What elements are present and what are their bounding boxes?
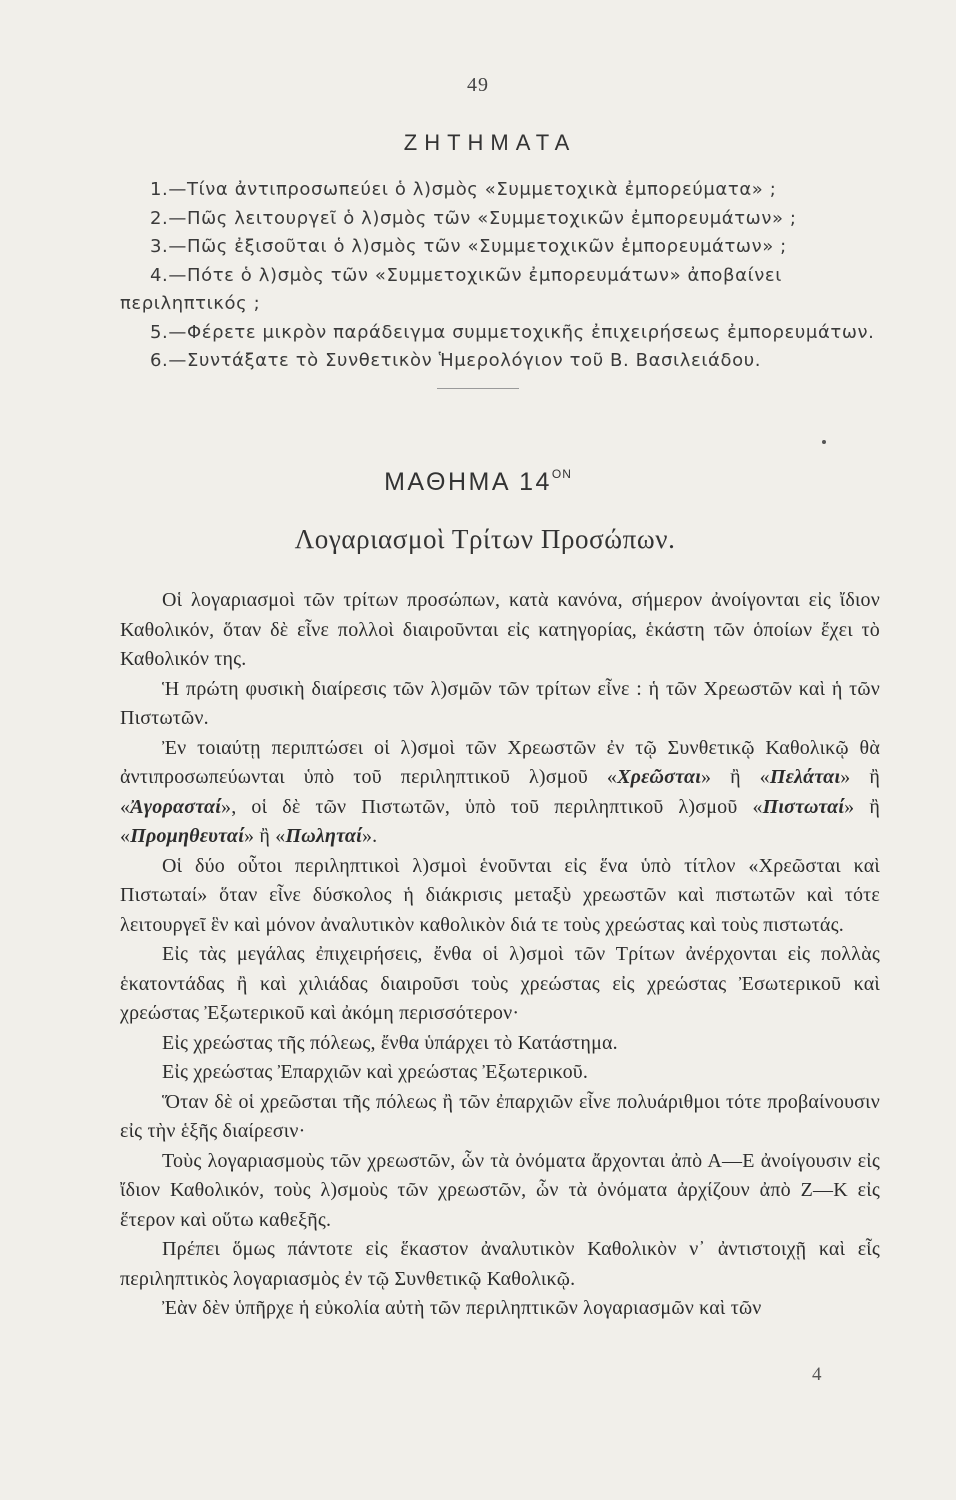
paragraph-9: Τοὺς λογαριασμοὺς τῶν χρεωστῶν, ὧν τὰ ὀνόματα ἄρχονται ἀπὸ Α—Ε ἀνοίγουσιν εἰς ἴδιον Καθολικόν, τοὺς λ)σμοὺς τῶν χρεωστῶν, ὧν τὰ ὀνόματα ἀρχίζουν ἀπὸ Ζ—Κ εἰς ἕτερον καὶ οὕτω καθεξῆς. xyxy=(120,1149,880,1231)
paragraph-6: Εἰς χρεώστας τῆς πόλεως, ἔνθα ὑπάρχει τὸ Κατάστημα. xyxy=(162,1031,618,1054)
question-3: 3.—Πῶς ἐξισοῦται ὁ λ)σμὸς τῶν «Συμμετοχικῶν ἐμπορευμάτων» ; xyxy=(150,236,787,257)
ink-speck xyxy=(822,440,826,444)
paragraph-2: Ἡ πρώτη φυσικὴ διαίρεσις τῶν λ)σμῶν τῶν τρίτων εἶνε : ἡ τῶν Χρεωστῶν καὶ ἡ τῶν Πιστωτῶν. xyxy=(120,677,880,729)
question-2: 2.—Πῶς λειτουργεῖ ὁ λ)σμὸς τῶν «Συμμετοχικῶν ἐμπορευμάτων» ; xyxy=(150,207,797,229)
lesson-title-superscript: ΟΝ xyxy=(551,467,572,481)
text-run: », οἱ δὲ τῶν Πιστωτῶν, ὑπὸ τοῦ περιληπτικοῦ λ)σμοῦ « xyxy=(221,795,763,818)
question-5: 5.—Φέρετε μικρὸν παράδειγμα συμμετοχικῆς ἐπιχειρήσεως ἐμπορευμάτων. xyxy=(150,321,875,343)
questions-list xyxy=(120,176,880,376)
question-1: 1.—Τίνα ἀντιπροσωπεύει ὁ λ)σμὸς «Συμμετοχικὰ ἐμπορεύματα» ; xyxy=(150,179,777,200)
term-sellers: Πωληταί xyxy=(285,825,362,847)
term-debtors: Χρεῶσται xyxy=(617,766,701,788)
term-suppliers: Προμηθευταί xyxy=(130,825,244,847)
term-creditors: Πιστωταί xyxy=(762,795,845,818)
term-customers: Πελάται xyxy=(769,766,841,788)
lesson-body xyxy=(120,586,880,1324)
text-run: ». xyxy=(361,825,378,847)
paragraph-10: Πρέπει ὅμως πάντοτε εἰς ἕκαστον ἀναλυτικὸν Καθολικὸν ν᾿ ἀντιστοιχῇ καὶ εἷς περιληπτικὸς λογαριασμὸς ἐν τῷ Συνθετικῷ Καθολικῷ. xyxy=(120,1238,880,1290)
questions-heading: ΖΗΤΗΜΑΤΑ xyxy=(403,130,577,155)
paragraph-3 xyxy=(120,734,880,852)
lesson-subtitle: Λογαριασμοὶ Τρίτων Προσώπων. xyxy=(294,524,676,554)
text-run: » ἢ « xyxy=(700,766,770,788)
text-run: » ἢ « xyxy=(120,795,881,847)
page-number-bottom: 4 xyxy=(812,1364,822,1385)
text-run: Ἐν τοιαύτῃ περιπτώσει οἱ λ)σμοὶ τῶν Χρεωστῶν ἐν τῷ Συνθετικῷ Καθολικῷ θὰ ἀντιπροσωπεύωνται ὑπὸ τοῦ περιληπτικοῦ λ)σμοῦ « xyxy=(120,736,880,788)
text-run: » ἢ « xyxy=(120,766,880,818)
lesson-title xyxy=(0,467,956,497)
paragraph-1: Οἱ λογαριασμοὶ τῶν τρίτων προσώπων, κατὰ κανόνα, σήμερον ἀνοίγονται εἰς ἴδιον Καθολικόν, ὅταν δὲ εἶνε πολλοὶ διαιροῦνται εἰς κατηγορίας, ἑκάστη τῶν ὁποίων ἔχει τὸ Καθολικόν της. xyxy=(120,589,880,670)
paragraph-5: Εἰς τὰς μεγάλας ἐπιχειρήσεις, ἔνθα οἱ λ)σμοὶ τῶν Τρίτων ἀνέρχονται εἰς πολλὰς ἑκατοντάδας ἢ καὶ χιλιάδας διαιροῦσι τοὺς χρεώστας εἰς χρεώστας Ἐσωτερικοῦ καὶ χρεώστας Ἐξωτερικοῦ καὶ ἀκόμη περισσότερον· xyxy=(120,943,880,1024)
paragraph-11: Ἐὰν δὲν ὑπῆρχε ἡ εὐκολία αὐτὴ τῶν περιληπτικῶν λογαριασμῶν καὶ τῶν xyxy=(162,1297,762,1319)
section-separator xyxy=(437,388,519,389)
paragraph-7: Εἰς χρεώστας Ἐπαρχιῶν καὶ χρεώστας Ἐξωτερικοῦ. xyxy=(162,1061,589,1083)
question-4: 4.—Πότε ὁ λ)σμὸς τῶν «Συμμετοχικῶν ἐμπορευμάτων» ἀποβαίνει περιληπτικός ; xyxy=(120,264,782,314)
question-6: 6.—Συντάξατε τὸ Συνθετικὸν Ἡμερολόγιον τοῦ Β. Βασιλειάδου. xyxy=(150,350,762,371)
paragraph-8: Ὅταν δὲ οἱ χρεῶσται τῆς πόλεως ἢ τῶν ἐπαρχιῶν εἶνε πολυάριθμοι τότε προβαίνουσιν εἰς τὴν ἑξῆς διαίρεσιν· xyxy=(120,1090,880,1142)
term-buyers: Ἀγορασταί xyxy=(130,795,222,818)
paragraph-4: Οἱ δύο οὗτοι περιληπτικοὶ λ)σμοὶ ἑνοῦνται εἰς ἕνα ὑπὸ τίτλον «Χρεῶσται καὶ Πιστωταί» ὅταν εἶνε δύσκολος ἡ διάκρισις μεταξὺ χρεωστῶν καὶ πιστωτῶν καὶ τότε λειτουργεῖ ἓν καὶ μόνον ἀναλυτικὸν καθολικὸν διά τε τοὺς χρεώστας καὶ τοὺς πιστωτάς. xyxy=(120,854,880,936)
lesson-title-text: ΜΑΘΗΜΑ 14 xyxy=(384,468,552,496)
text-run: » ἢ « xyxy=(243,825,286,847)
page-number-top: 49 xyxy=(467,74,489,96)
